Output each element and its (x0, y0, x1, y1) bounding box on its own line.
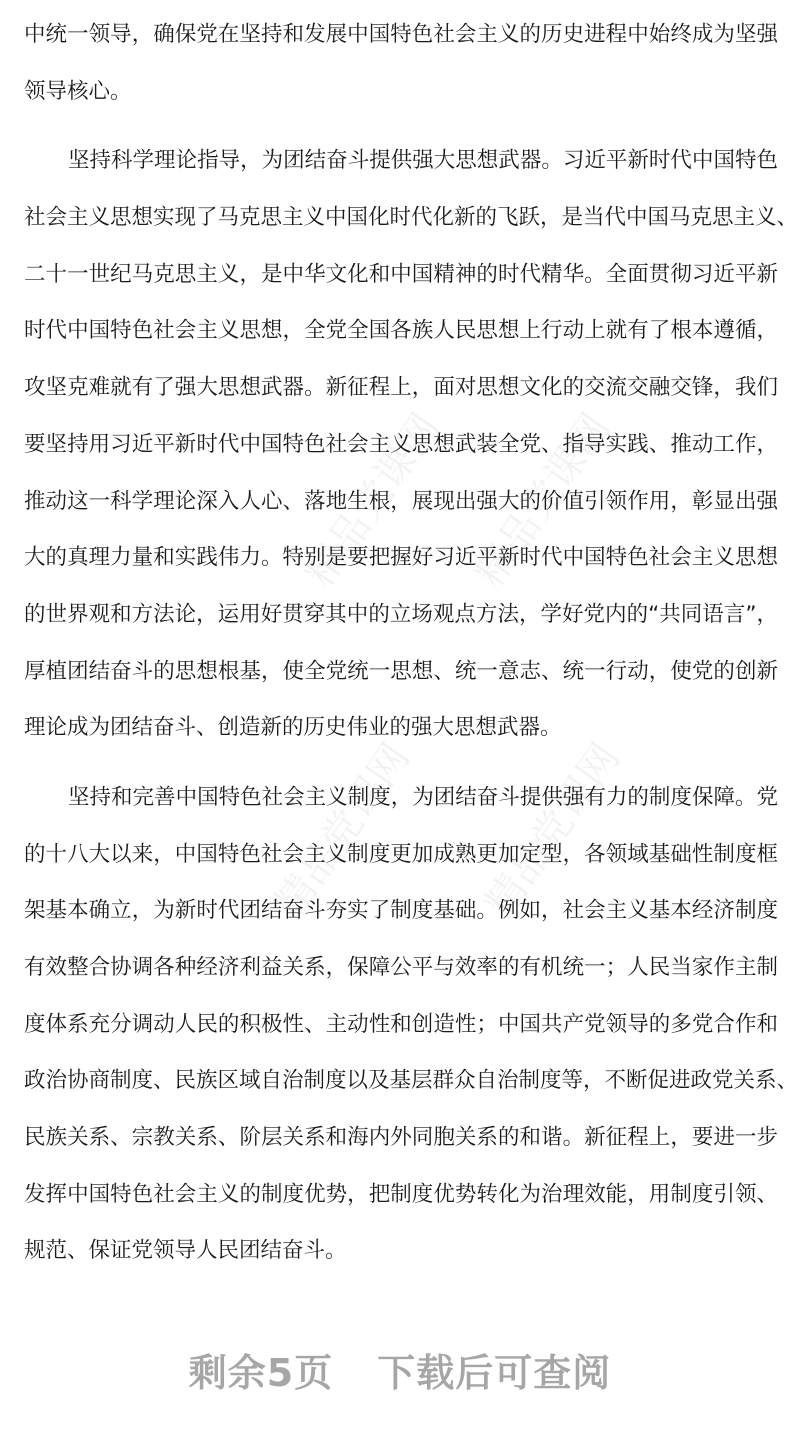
text-line: 推动这一科学理论深入人心、落地生根，展现出强大的价值引领作用，彰显出强 (24, 488, 778, 514)
text-line: 的十八大以来，中国特色社会主义制度更加成熟更加定型，各领域基础性制度框 (24, 841, 778, 867)
text-line: 发挥中国特色社会主义的制度优势，把制度优势转化为治理效能，用制度引领、 (24, 1181, 778, 1207)
text-line: 坚持科学理论指导，为团结奋斗提供强大思想武器。习近平新时代中国特色 (68, 148, 778, 174)
text-line: 二十一世纪马克思主义，是中华文化和中国精神的时代精华。全面贯彻习近平新 (24, 261, 778, 287)
text-line: 社会主义思想实现了马克思主义中国化时代化新的飞跃，是当代中国马克思主义、 (24, 205, 799, 231)
download-to-view-label[interactable]: 下载后可查阅 (377, 1351, 612, 1395)
text-line: 要坚持用习近平新时代中国特色社会主义思想武装全党、指导实践、推动工作， (24, 431, 778, 457)
paragraph (24, 133, 799, 757)
watermark: 精品党课网 (266, 735, 420, 926)
remaining-pages-label: 剩余5页 (188, 1351, 334, 1395)
download-prompt[interactable] (0, 1342, 800, 1397)
watermark: 精品党课网 (466, 405, 620, 596)
document-body (24, 7, 799, 1293)
text-line: 规范、保证党领导人民团结奋斗。 (24, 1238, 347, 1264)
paragraph (24, 770, 799, 1280)
watermark: 精品党课网 (476, 735, 630, 926)
text-line: 民族关系、宗教关系、阶层关系和海内外同胞关系的和谐。新征程上，要进一步 (24, 1125, 778, 1151)
text-line: 厚植团结奋斗的思想根基，使全党统一思想、统一意志、统一行动，使党的创新 (24, 658, 778, 684)
text-line: 中统一领导，确保党在坚持和发展中国特色社会主义的历史进程中始终成为坚强 (24, 22, 778, 47)
text-line: 的世界观和方法论，运用好贯穿其中的立场观点方法，学好党内的“共同语言”， (24, 601, 778, 627)
text-line: 时代中国特色社会主义思想，全党全国各族人民思想上行动上就有了根本遵循， (24, 318, 778, 344)
text-line: 有效整合协调各种经济利益关系，保障公平与效率的有机统一；人民当家作主制 (24, 955, 778, 980)
text-line: 理论成为团结奋斗、创造新的历史伟业的强大思想武器。 (24, 715, 562, 741)
text-line: 大的真理力量和实践伟力。特别是要把握好习近平新时代中国特色社会主义思想 (24, 545, 778, 571)
paragraph (24, 7, 778, 120)
text-line: 政治协商制度、民族区域自治制度以及基层群众自治制度等，不断促进政党关系、 (24, 1068, 799, 1094)
text-line: 度体系充分调动人民的积极性、主动性和创造性；中国共产党领导的多党合作和 (24, 1011, 778, 1037)
text-line: 坚持和完善中国特色社会主义制度，为团结奋斗提供强有力的制度保障。党 (68, 784, 778, 810)
text-line: 领导核心。 (24, 78, 132, 104)
text-line: 攻坚克难就有了强大思想武器。新征程上，面对思想文化的交流交融交锋，我们 (24, 375, 778, 401)
text-line: 架基本确立，为新时代团结奋斗夯实了制度基础。例如，社会主义基本经济制度 (24, 898, 778, 924)
watermark: 精品党课网 (296, 405, 450, 596)
